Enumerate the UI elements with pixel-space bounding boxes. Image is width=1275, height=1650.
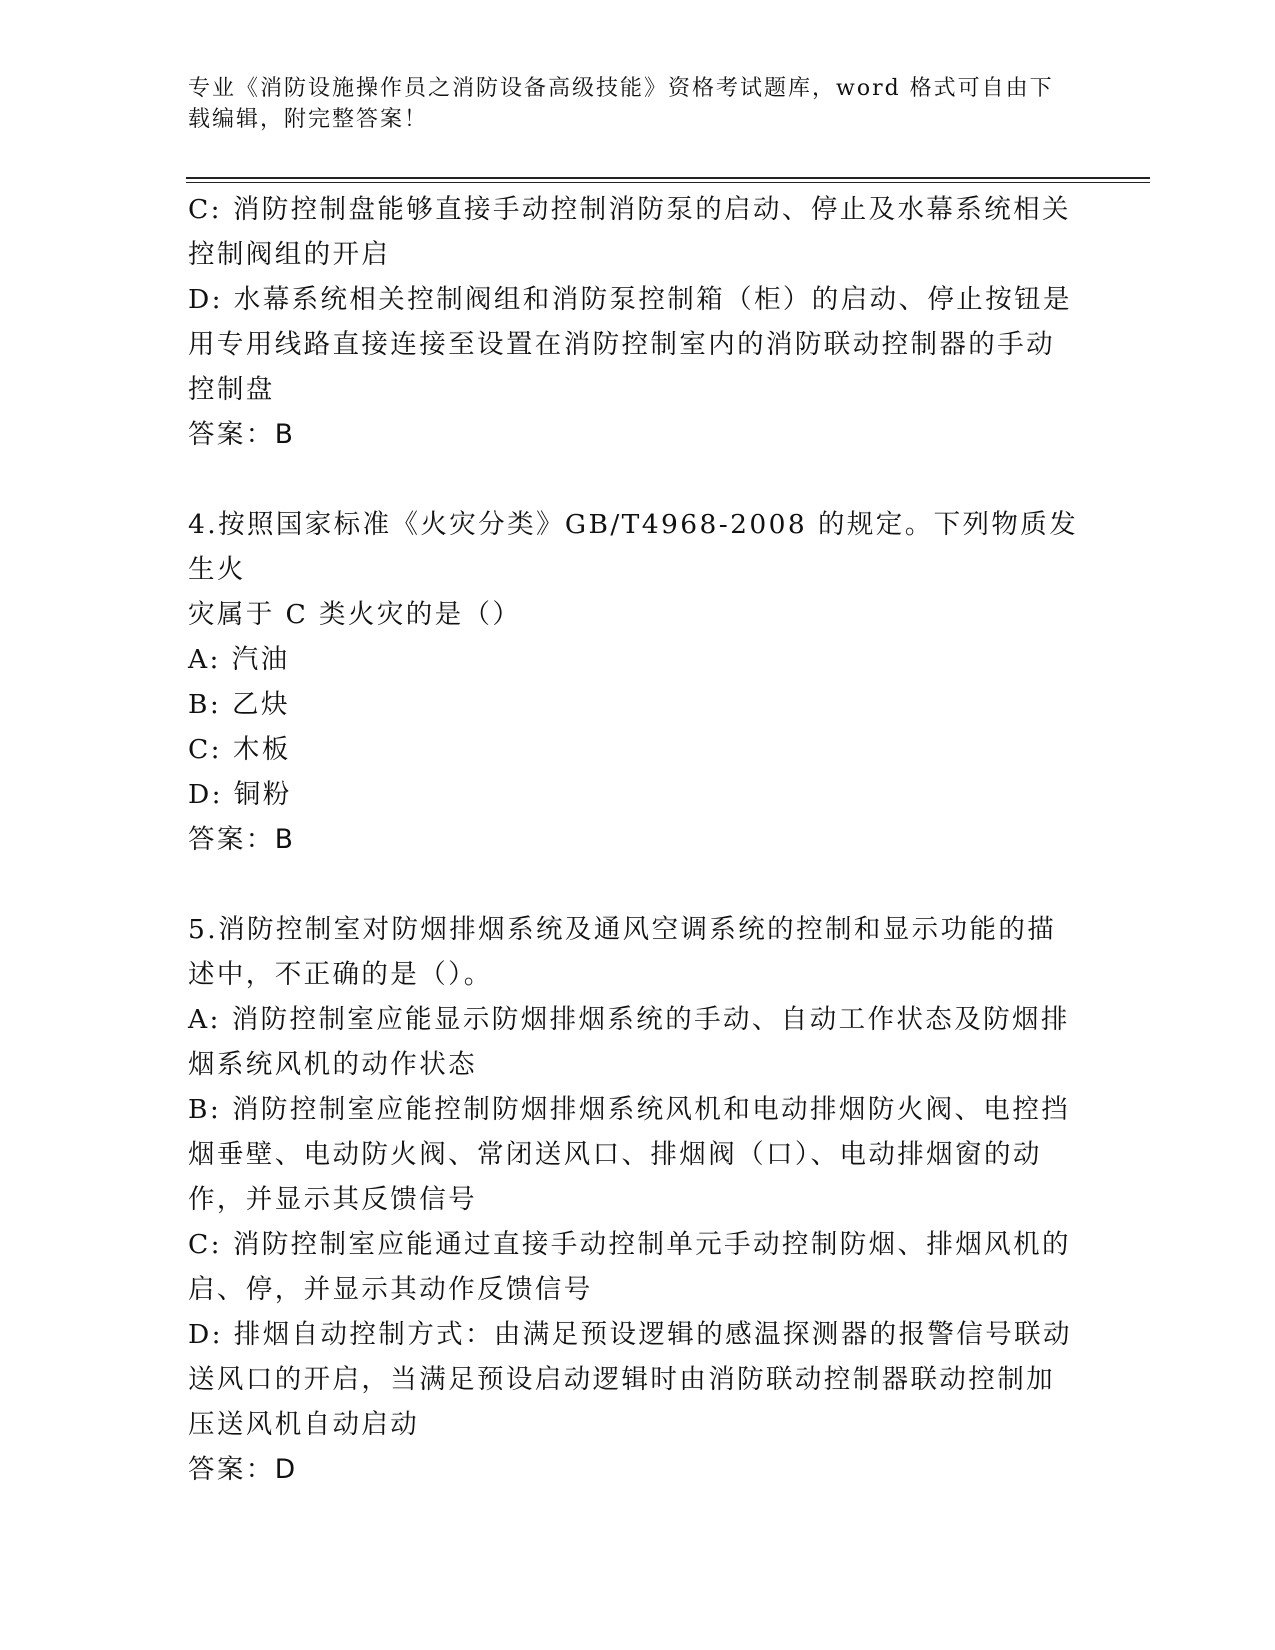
option-d <box>188 1312 1088 1447</box>
spacer <box>188 457 1088 502</box>
question-line: 4.按照国家标准《火灾分类》GB/T4968-2008 的规定。下列物质发生火 <box>188 509 1079 585</box>
option-text: A: 消防控制室应能显示防烟排烟系统的手动、自动工作状态及防烟排 <box>188 1004 1070 1035</box>
question-text <box>188 907 1088 997</box>
option-text: 烟垂壁、电动防火阀、常闭送风口、排烟阀（口）、电动排烟窗的动 <box>188 1139 1042 1170</box>
option-c <box>188 1222 1088 1312</box>
spacer <box>188 862 1088 907</box>
question-4 <box>188 502 1088 862</box>
document-header <box>188 73 1068 135</box>
option-text: 烟系统风机的动作状态 <box>188 1049 477 1080</box>
answer-label: 答案：B <box>188 419 296 450</box>
option-text: B: 消防控制室应能控制防烟排烟系统风机和电动排烟防火阀、电控挡 <box>188 1094 1071 1125</box>
question-line: 灾属于 C 类火灾的是（） <box>188 599 522 630</box>
header-line: 载编辑，附完整答案！ <box>188 107 429 132</box>
option-d: D: 铜粉 <box>188 779 292 810</box>
question-5 <box>188 907 1088 1492</box>
option-text: 用专用线路直接连接至设置在消防控制室内的消防联动控制器的手动 <box>188 329 1055 360</box>
option-a <box>188 997 1088 1087</box>
question-3-tail <box>188 187 1088 457</box>
header-divider <box>186 182 1150 183</box>
option-d <box>188 277 1088 412</box>
question-line: 述中，不正确的是（）。 <box>188 959 493 990</box>
option-text: C: 消防控制盘能够直接手动控制消防泵的启动、停止及水幕系统相关 <box>188 194 1071 225</box>
option-text: 作，并显示其反馈信号 <box>188 1184 477 1215</box>
header-line: 专业《消防设施操作员之消防设备高级技能》资格考试题库，word 格式可自由下 <box>188 76 1054 101</box>
answer-label: 答案：D <box>188 1454 298 1485</box>
option-c: C: 木板 <box>188 734 291 765</box>
option-b <box>188 1087 1088 1222</box>
option-c <box>188 187 1088 277</box>
option-text: D: 排烟自动控制方式：由满足预设逻辑的感温探测器的报警信号联动 <box>188 1319 1072 1350</box>
option-text: 控制阀组的开启 <box>188 239 391 270</box>
option-text: D: 水幕系统相关控制阀组和消防泵控制箱（柜）的启动、停止按钮是 <box>188 284 1072 315</box>
option-text: 压送风机自动启动 <box>188 1409 420 1440</box>
answer-label: 答案：B <box>188 824 296 855</box>
document-body <box>188 187 1088 1492</box>
question-text <box>188 502 1088 637</box>
option-a: A: 汽油 <box>188 644 290 675</box>
option-text: C: 消防控制室应能通过直接手动控制单元手动控制防烟、排烟风机的 <box>188 1229 1071 1260</box>
option-b: B: 乙炔 <box>188 689 290 720</box>
option-text: 控制盘 <box>188 374 275 405</box>
question-line: 5.消防控制室对防烟排烟系统及通风空调系统的控制和显示功能的描 <box>188 914 1057 945</box>
option-text: 送风口的开启，当满足预设启动逻辑时由消防联动控制器联动控制加 <box>188 1364 1055 1395</box>
option-text: 启、停，并显示其动作反馈信号 <box>188 1274 593 1305</box>
header-divider <box>186 177 1150 179</box>
